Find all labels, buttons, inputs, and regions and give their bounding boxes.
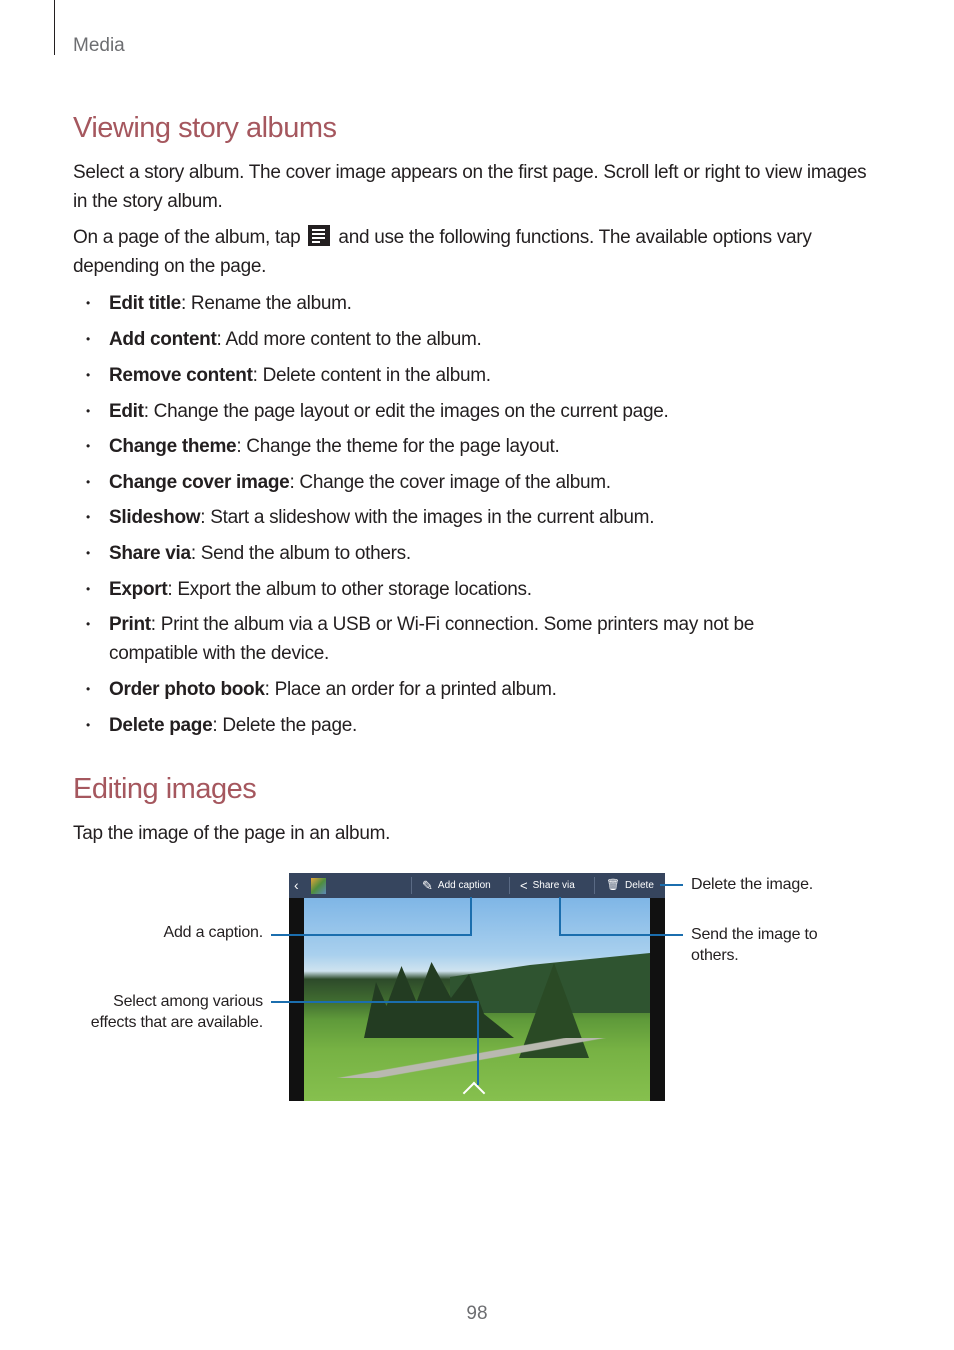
option-term: Edit title bbox=[109, 293, 181, 314]
paragraph-text: and use the following functions. The available options vary depending on the page. bbox=[73, 227, 812, 277]
list-item bbox=[86, 503, 846, 532]
add-caption-button[interactable] bbox=[422, 873, 491, 898]
menu-icon bbox=[308, 225, 330, 246]
callout-line bbox=[271, 1001, 479, 1003]
delete-button[interactable] bbox=[606, 873, 654, 898]
paragraph-editing: Tap the image of the page in an album. bbox=[73, 823, 391, 844]
add-caption-label: Add caption bbox=[437, 880, 491, 891]
heading-editing-images: Editing images bbox=[73, 773, 257, 805]
option-description: : Print the album via a USB or Wi-Fi connection. Some printers may not be compatible with the device. bbox=[109, 614, 755, 664]
bullet-icon: • bbox=[86, 582, 90, 596]
callout-line bbox=[477, 1001, 479, 1085]
option-term: Export bbox=[109, 579, 168, 600]
option-description: : Place an order for a printed album. bbox=[264, 679, 557, 700]
bullet-icon: • bbox=[86, 368, 90, 382]
option-term: Order photo book bbox=[109, 679, 265, 700]
option-term: Print bbox=[109, 614, 151, 635]
list-item bbox=[86, 325, 846, 354]
list-item bbox=[86, 432, 846, 461]
option-term: Slideshow bbox=[109, 507, 201, 528]
paragraph-menu bbox=[73, 223, 873, 281]
callout-line bbox=[660, 884, 683, 886]
image-toolbar bbox=[289, 873, 665, 898]
callout-line bbox=[470, 897, 472, 936]
option-description: : Change the theme for the page layout. bbox=[236, 436, 560, 457]
callout-line bbox=[559, 934, 683, 936]
share-icon: < bbox=[520, 878, 528, 893]
list-item bbox=[86, 539, 846, 568]
option-term: Change theme bbox=[109, 436, 237, 457]
share-via-label: Share via bbox=[532, 880, 575, 891]
callout-effects: Select among various effects that are available. bbox=[90, 993, 263, 1031]
list-item bbox=[86, 575, 846, 604]
bullet-icon: • bbox=[86, 510, 90, 524]
delete-label: Delete bbox=[624, 880, 654, 891]
bullet-icon: • bbox=[86, 332, 90, 346]
list-item bbox=[86, 397, 846, 426]
callout-add-caption: Add a caption. bbox=[163, 924, 263, 941]
list-item bbox=[86, 675, 846, 704]
option-description: : Rename the album. bbox=[180, 293, 352, 314]
back-icon[interactable]: ‹ bbox=[294, 877, 299, 893]
option-description: : Change the page layout or edit the images on the current page. bbox=[143, 401, 669, 422]
bullet-icon: • bbox=[86, 718, 90, 732]
list-item bbox=[86, 711, 846, 740]
bullet-icon: • bbox=[86, 296, 90, 310]
option-description: : Add more content to the album. bbox=[216, 329, 482, 350]
paragraph-text: On a page of the album, tap bbox=[73, 227, 301, 248]
callout-share: Send the image to others. bbox=[691, 926, 818, 964]
option-term: Add content bbox=[109, 329, 217, 350]
option-term: Remove content bbox=[109, 365, 253, 386]
trash-icon: 🗑 bbox=[606, 879, 620, 891]
option-description: : Delete content in the album. bbox=[252, 365, 491, 386]
callout-delete: Delete the image. bbox=[691, 876, 814, 893]
page-number: 98 bbox=[466, 1303, 488, 1324]
list-item bbox=[86, 468, 846, 497]
option-description: : Send the album to others. bbox=[190, 543, 411, 564]
callout-line bbox=[271, 934, 472, 936]
option-description: : Start a slideshow with the images in the current album. bbox=[200, 507, 655, 528]
option-description: : Delete the page. bbox=[212, 715, 357, 736]
bullet-icon: • bbox=[86, 682, 90, 696]
pencil-icon: ✎ bbox=[422, 878, 433, 893]
list-item bbox=[86, 610, 846, 668]
option-term: Edit bbox=[109, 401, 144, 422]
bullet-icon: • bbox=[86, 404, 90, 418]
option-description: : Export the album to other storage locations. bbox=[167, 579, 532, 600]
list-item bbox=[86, 361, 846, 390]
margin-rule bbox=[54, 0, 55, 55]
list-item bbox=[86, 289, 846, 318]
share-via-button[interactable] bbox=[520, 873, 575, 898]
section-label: Media bbox=[73, 35, 125, 56]
heading-viewing-story-albums: Viewing story albums bbox=[73, 112, 337, 144]
bullet-icon: • bbox=[86, 439, 90, 453]
option-term: Share via bbox=[109, 543, 191, 564]
album-thumbnail-icon bbox=[311, 873, 326, 898]
option-term: Delete page bbox=[109, 715, 213, 736]
bullet-icon: • bbox=[86, 546, 90, 560]
bullet-icon: • bbox=[86, 617, 90, 631]
option-description: : Change the cover image of the album. bbox=[289, 472, 611, 493]
paragraph-intro: Select a story album. The cover image appears on the first page. Scroll left or right to view images in the story album. bbox=[73, 162, 867, 212]
callout-line bbox=[559, 897, 561, 936]
bullet-icon: • bbox=[86, 475, 90, 489]
option-term: Change cover image bbox=[109, 472, 290, 493]
